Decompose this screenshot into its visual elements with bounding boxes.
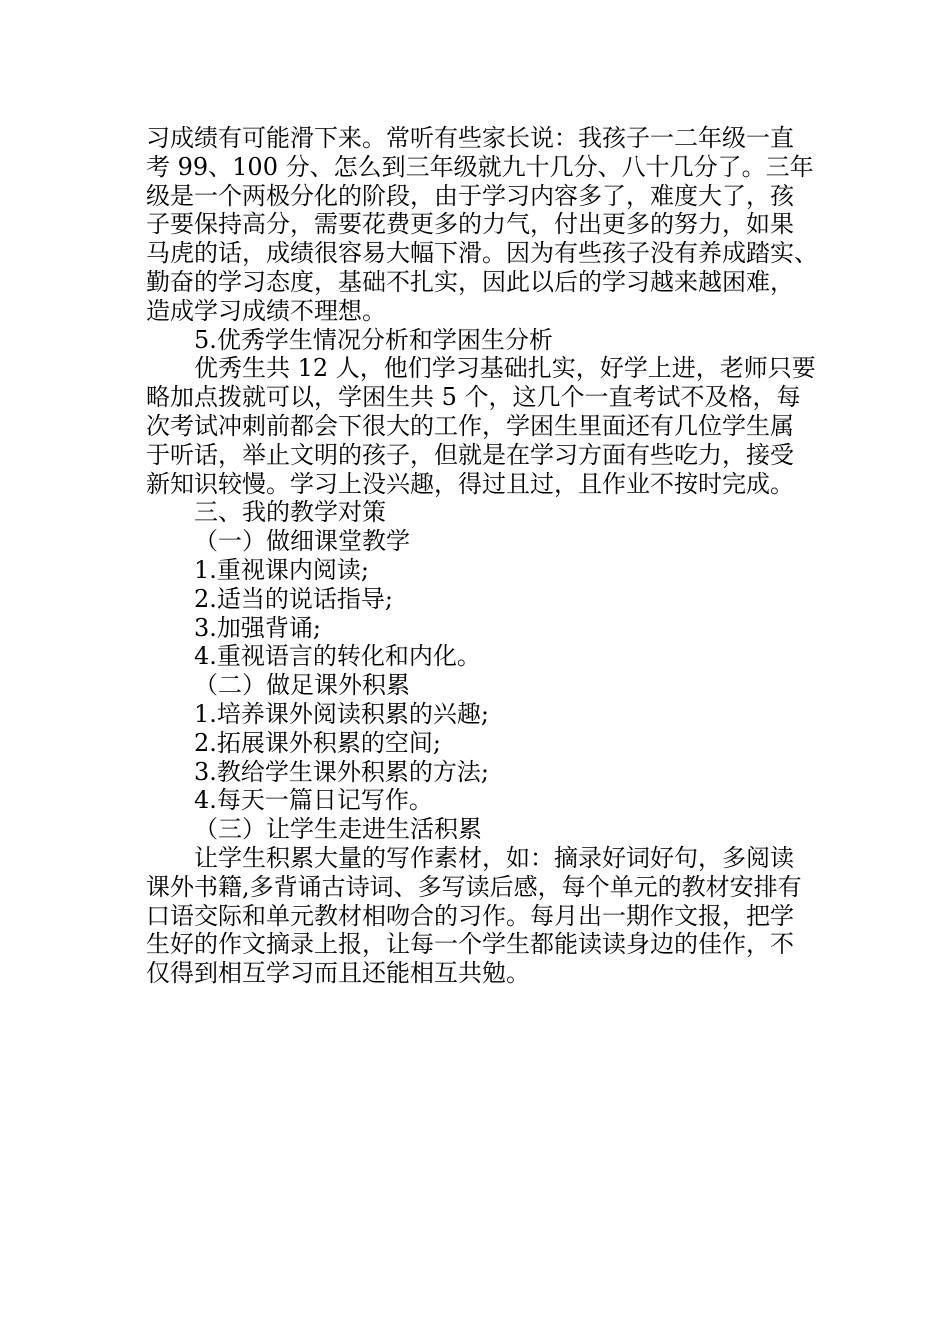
text-line: 造成学习成绩不理想。 — [146, 296, 386, 325]
text-line: （三）让学生走进生活积累 — [194, 815, 482, 844]
text-line: 4.重视语言的转化和内化。 — [194, 642, 481, 671]
text-line: （二）做足课外积累 — [194, 671, 410, 700]
text-line: 子要保持高分，需要花费更多的力气，付出更多的努力，如果 — [146, 210, 794, 239]
text-line: 1.培养课外阅读积累的兴趣; — [194, 699, 489, 728]
text-line: 习成绩有可能滑下来。常听有些家长说：我孩子一二年级一直 — [146, 124, 794, 152]
text-line: 让学生积累大量的写作素材，如：摘录好词好句，多阅读 — [194, 843, 794, 872]
text-line: 次考试冲刺前都会下很大的工作，学困生里面还有几位学生属 — [146, 411, 794, 440]
text-line: 2.适当的说话指导; — [194, 584, 393, 613]
text-line: 三、我的教学对策 — [194, 498, 386, 527]
text-line: 口语交际和单元教材相吻合的习作。每月出一期作文报，把学 — [146, 901, 794, 930]
text-line: 优秀生共 12 人，他们学习基础扎实，好学上进，老师只要 — [194, 354, 816, 383]
text-line: 3.教给学生课外积累的方法; — [194, 757, 489, 786]
text-line: 略加点拨就可以，学困生共 5 个，这几个一直考试不及格，每 — [146, 383, 801, 412]
text-line: 于听话，举止文明的孩子，但就是在学习方面有些吃力，接受 — [146, 440, 794, 469]
text-line: 2.拓展课外积累的空间; — [194, 728, 441, 757]
text-line: 马虎的话，成绩很容易大幅下滑。因为有些孩子没有养成踏实、 — [146, 239, 818, 268]
text-line: 级是一个两极分化的阶段，由于学习内容多了，难度大了，孩 — [146, 181, 794, 210]
text-line: 3.加强背诵; — [194, 613, 321, 642]
text-line: 课外书籍,多背诵古诗词、多写读后感，每个单元的教材安排有 — [146, 872, 802, 901]
text-line: 仅得到相互学习而且还能相互共勉。 — [146, 959, 530, 988]
text-line: 新知识较慢。学习上没兴趣，得过且过，且作业不按时完成。 — [146, 469, 794, 498]
text-line: 1.重视课内阅读; — [194, 555, 369, 584]
text-line: 勤奋的学习态度，基础不扎实，因此以后的学习越来越困难， — [146, 267, 794, 296]
text-line: 5.优秀学生情况分析和学困生分析 — [194, 325, 553, 354]
text-line: 4.每天一篇日记写作。 — [194, 786, 433, 815]
text-line: （一）做细课堂教学 — [194, 527, 410, 556]
text-line: 生好的作文摘录上报，让每一个学生都能读读身边的佳作，不 — [146, 930, 794, 959]
text-line: 考 99、100 分、怎么到三年级就九十几分、八十几分了。三年 — [146, 152, 814, 181]
document-body-text — [146, 124, 836, 988]
